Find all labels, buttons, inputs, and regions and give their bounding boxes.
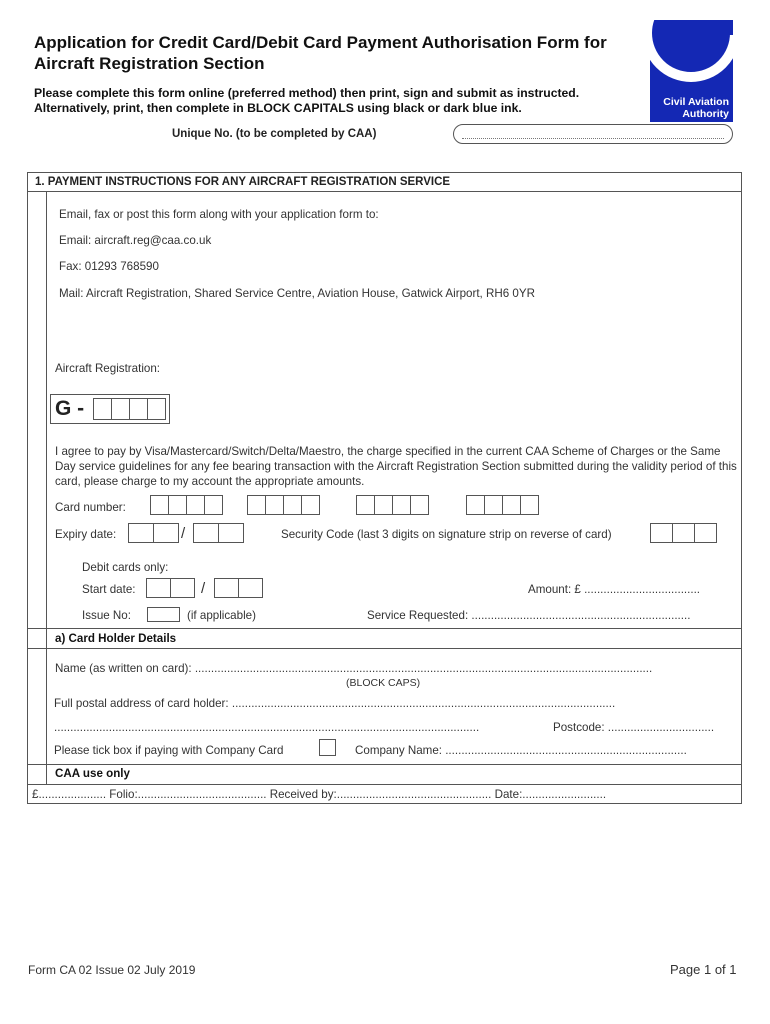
email-address: Email: aircraft.reg@caa.co.uk — [59, 234, 212, 247]
security-digit-box[interactable] — [672, 523, 695, 543]
if-applicable-note: (if applicable) — [187, 609, 256, 622]
start-digit-box[interactable] — [214, 578, 239, 598]
card-digit-box[interactable] — [502, 495, 521, 515]
card-digit-box[interactable] — [168, 495, 187, 515]
expiry-digit-box[interactable] — [128, 523, 154, 543]
card-number-group-3 — [356, 495, 429, 515]
company-card-label: Please tick box if paying with Company Card — [54, 744, 284, 757]
caa-logo — [650, 20, 733, 122]
block-caps-note: (BLOCK CAPS) — [346, 677, 421, 689]
card-digit-box[interactable] — [186, 495, 205, 515]
card-number-group-1 — [150, 495, 223, 515]
card-number-label: Card number: — [55, 501, 126, 514]
card-digit-box[interactable] — [247, 495, 266, 515]
expiry-date-label: Expiry date: — [55, 528, 117, 541]
section-1-title: 1. PAYMENT INSTRUCTIONS FOR ANY AIRCRAFT REGISTRATION SERVICE — [35, 176, 451, 188]
amount-field[interactable]: Amount: £ .................................... — [528, 583, 701, 596]
registration-char-box[interactable] — [111, 398, 130, 420]
card-digit-box[interactable] — [204, 495, 223, 515]
card-digit-box[interactable] — [410, 495, 429, 515]
card-digit-box[interactable] — [484, 495, 503, 515]
card-digit-box[interactable] — [150, 495, 169, 515]
section-divider — [27, 628, 742, 629]
registration-boxes — [93, 398, 166, 420]
company-card-checkbox[interactable] — [319, 739, 336, 756]
registration-prefix: G - — [55, 397, 85, 420]
caa-use-title: CAA use only — [55, 767, 130, 780]
debit-cards-label: Debit cards only: — [82, 561, 169, 574]
registration-char-box[interactable] — [129, 398, 148, 420]
expiry-year-boxes — [193, 523, 244, 543]
form-reference: Form CA 02 Issue 02 July 2019 — [28, 963, 196, 977]
service-requested-field[interactable]: Service Requested: .................................................................... — [367, 609, 691, 622]
start-date-separator: / — [201, 580, 206, 597]
start-date-label: Start date: — [82, 583, 136, 596]
card-digit-box[interactable] — [301, 495, 320, 515]
postal-address-line-2[interactable]: .................................................................................................................................... — [54, 721, 480, 734]
card-digit-box[interactable] — [392, 495, 411, 515]
issue-number-box[interactable] — [147, 607, 180, 622]
registration-char-box[interactable] — [93, 398, 112, 420]
issue-number-label: Issue No: — [82, 609, 131, 622]
logo-text-line-2: Authority — [682, 108, 729, 120]
section-divider — [27, 648, 742, 649]
company-name-field[interactable]: Company Name: ........................................................................... — [355, 744, 687, 757]
unique-number-field[interactable] — [453, 124, 733, 144]
start-year-boxes — [214, 578, 263, 598]
security-digit-box[interactable] — [694, 523, 717, 543]
card-digit-box[interactable] — [283, 495, 302, 515]
section-divider — [27, 784, 742, 785]
aircraft-registration-label: Aircraft Registration: — [55, 362, 161, 375]
card-holder-name-field[interactable]: Name (as written on card): .............................................................................................................................................. — [55, 662, 653, 675]
card-number-group-2 — [247, 495, 320, 515]
card-digit-box[interactable] — [265, 495, 284, 515]
expiry-digit-box[interactable] — [193, 523, 219, 543]
logo-text-line-1: Civil Aviation — [663, 96, 729, 108]
page-number: Page 1 of 1 — [670, 962, 737, 977]
postcode-field[interactable]: Postcode: ................................. — [553, 721, 715, 734]
expiry-month-boxes — [128, 523, 179, 543]
payment-agreement: I agree to pay by Visa/Mastercard/Switch/Delta/Maestro, the charge specified in the current CAA Scheme of Charges or the Same Day service guidelines for any fee bearing transaction with the Aircraft Registration Section submitted during the validity period of this card, please charge to my account the appropriate amounts. — [55, 445, 737, 488]
card-digit-box[interactable] — [466, 495, 485, 515]
card-number-group-4 — [466, 495, 539, 515]
send-instructions: Email, fax or post this form along with your application form to: — [59, 208, 379, 221]
start-digit-box[interactable] — [238, 578, 263, 598]
unique-number-label: Unique No. (to be completed by CAA) — [172, 128, 377, 140]
card-holder-section-title: a) Card Holder Details — [55, 632, 177, 645]
section-divider — [27, 764, 742, 765]
security-code-boxes — [650, 523, 717, 543]
start-digit-box[interactable] — [146, 578, 171, 598]
card-digit-box[interactable] — [356, 495, 375, 515]
inner-margin-rule — [46, 191, 47, 784]
form-instructions — [34, 86, 634, 116]
section-divider — [27, 191, 742, 192]
registration-char-box[interactable] — [147, 398, 166, 420]
postal-address-field[interactable]: Full postal address of card holder: ....................................................................................................................... — [54, 697, 616, 710]
security-digit-box[interactable] — [650, 523, 673, 543]
card-digit-box[interactable] — [520, 495, 539, 515]
start-month-boxes — [146, 578, 195, 598]
card-digit-box[interactable] — [374, 495, 393, 515]
expiry-digit-box[interactable] — [218, 523, 244, 543]
expiry-separator: / — [181, 525, 186, 542]
caa-use-fields: £..................... Folio:........................................ Received by:................................................ Date:.......................... — [32, 788, 607, 801]
instructions-line-2: Alternatively, print, then complete in BLOCK CAPITALS using black or dark blue ink. — [34, 101, 522, 115]
security-code-label: Security Code (last 3 digits on signature strip on reverse of card) — [281, 528, 612, 541]
expiry-digit-box[interactable] — [153, 523, 179, 543]
form-title: Application for Credit Card/Debit Card Payment Authorisation Form for Aircraft Registration Section — [34, 33, 607, 73]
mail-address: Mail: Aircraft Registration, Shared Service Centre, Aviation House, Gatwick Airport, RH6 0YR — [59, 287, 535, 300]
fax-number: Fax: 01293 768590 — [59, 260, 159, 273]
start-digit-box[interactable] — [170, 578, 195, 598]
instructions-line-1: Please complete this form online (preferred method) then print, sign and submit as instructed. — [34, 86, 580, 100]
